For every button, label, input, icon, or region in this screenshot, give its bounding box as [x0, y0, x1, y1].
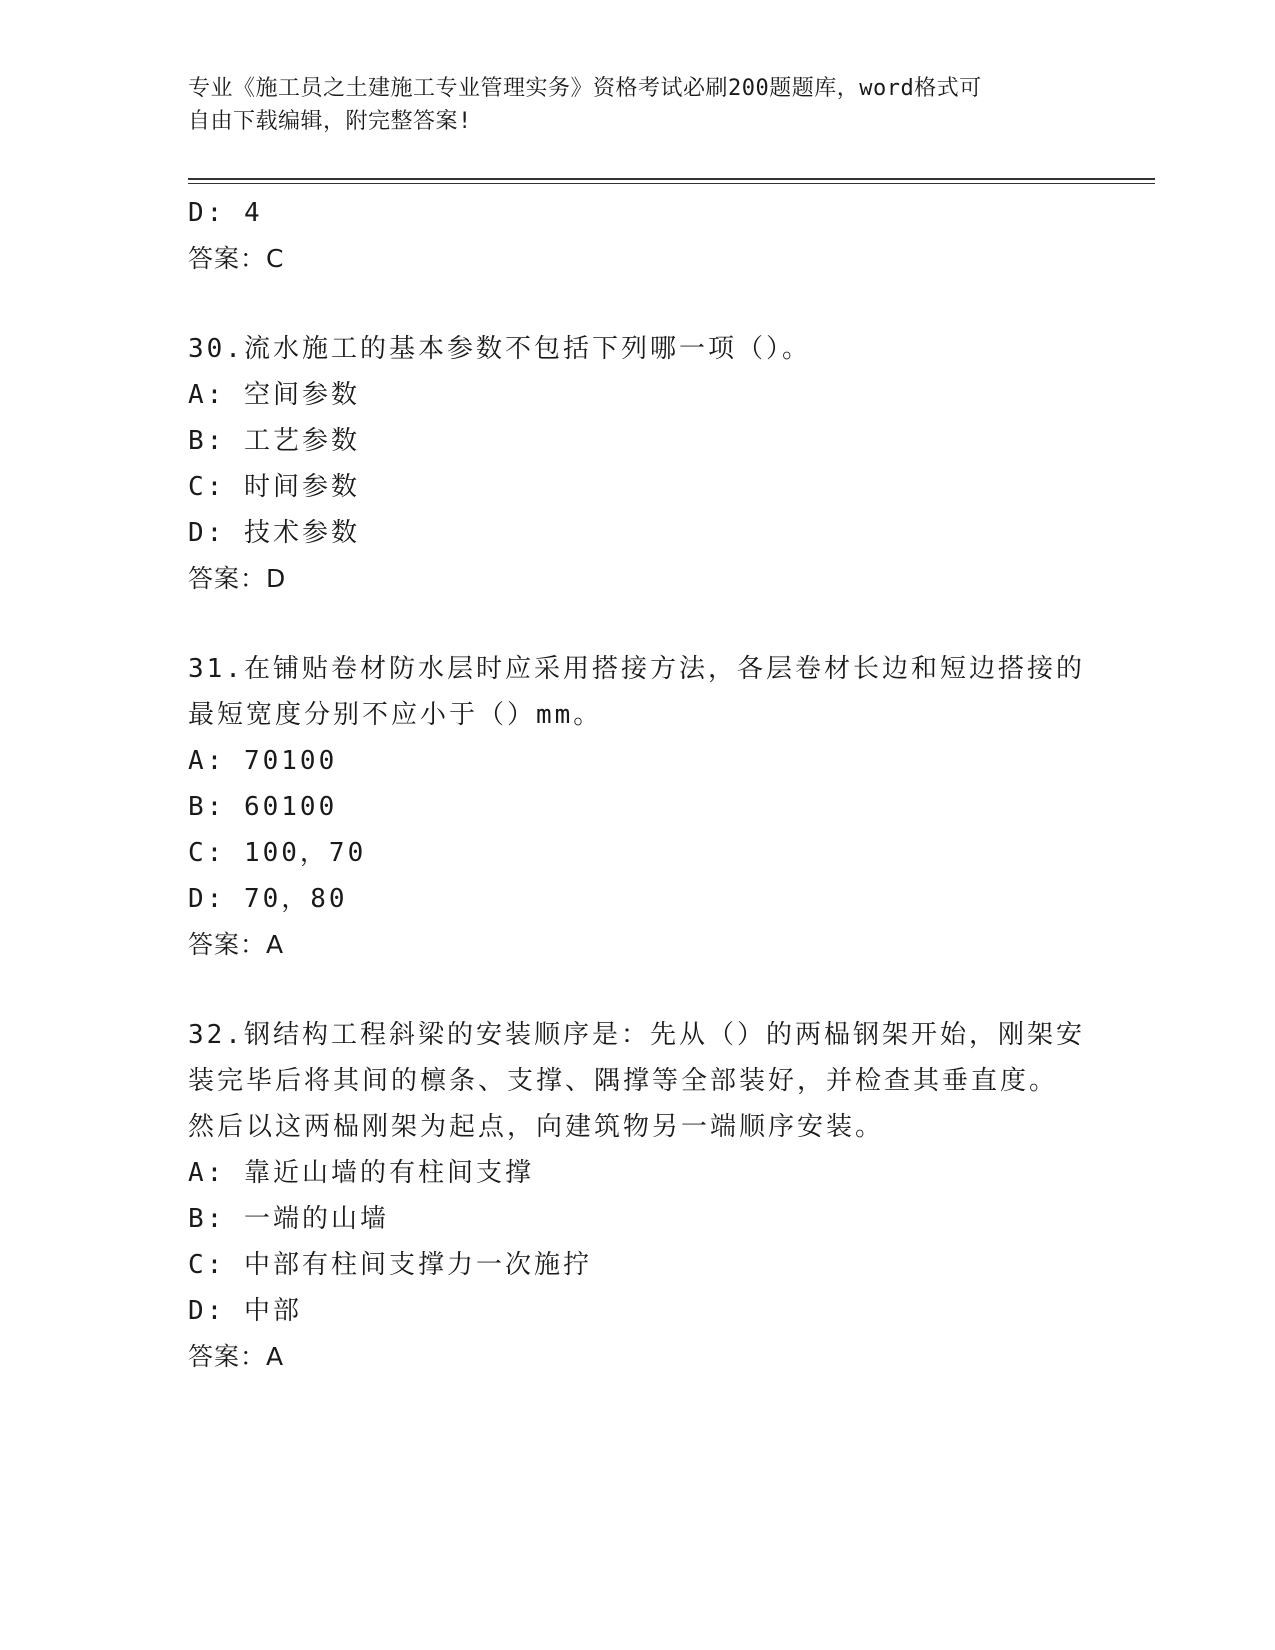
- answer: 答案：A: [188, 930, 285, 959]
- option-d: D: 技术参数: [188, 518, 360, 548]
- option-c: C: 中部有柱间支撑力一次施拧: [188, 1250, 592, 1280]
- header-rule-thick: [188, 178, 1155, 180]
- option-d: D: 中部: [188, 1296, 302, 1326]
- previous-question-tail: [188, 190, 1088, 282]
- option-c: C: 100，70: [188, 838, 367, 868]
- option-d: D: 70，80: [188, 884, 348, 914]
- option-d: D: 4: [188, 198, 263, 228]
- question-stem: [188, 646, 1088, 738]
- question-32: [188, 1012, 1088, 1380]
- option-b: B: 一端的山墙: [188, 1204, 389, 1234]
- answer: 答案：C: [188, 244, 285, 273]
- page-header: [188, 72, 1068, 138]
- header-line-2: 自由下载编辑，附完整答案!: [188, 109, 472, 134]
- option-a: A: 70100: [188, 746, 338, 776]
- question-stem-line: 装完毕后将其间的檩条、支撑、隅撑等全部装好，并检查其垂直度。: [188, 1066, 1059, 1096]
- option-b: B: 工艺参数: [188, 426, 360, 456]
- question-stem: [188, 1012, 1088, 1150]
- header-rule-thin: [188, 183, 1155, 184]
- answer: 答案：A: [188, 1342, 285, 1371]
- option-b: B: 60100: [188, 792, 338, 822]
- option-a: A: 空间参数: [188, 380, 360, 410]
- question-31: [188, 646, 1088, 968]
- question-stem: [188, 326, 1088, 372]
- question-stem-line: 最短宽度分别不应小于（）mm。: [188, 700, 603, 730]
- question-30: [188, 326, 1088, 602]
- answer: 答案：D: [188, 564, 287, 593]
- document-body: [188, 190, 1088, 1380]
- question-stem-line: 32.钢结构工程斜梁的安装顺序是：先从（）的两榀钢架开始，刚架安: [188, 1020, 1085, 1050]
- option-c: C: 时间参数: [188, 472, 360, 502]
- question-stem-line: 30.流水施工的基本参数不包括下列哪一项（）。: [188, 334, 811, 364]
- question-stem-line: 然后以这两榀刚架为起点，向建筑物另一端顺序安装。: [188, 1112, 885, 1142]
- option-a: A: 靠近山墙的有柱间支撑: [188, 1158, 534, 1188]
- header-line-1: 专业《施工员之土建施工专业管理实务》资格考试必刷200题题库，word格式可: [188, 76, 982, 101]
- question-stem-line: 31.在铺贴卷材防水层时应采用搭接方法，各层卷材长边和短边搭接的: [188, 654, 1085, 684]
